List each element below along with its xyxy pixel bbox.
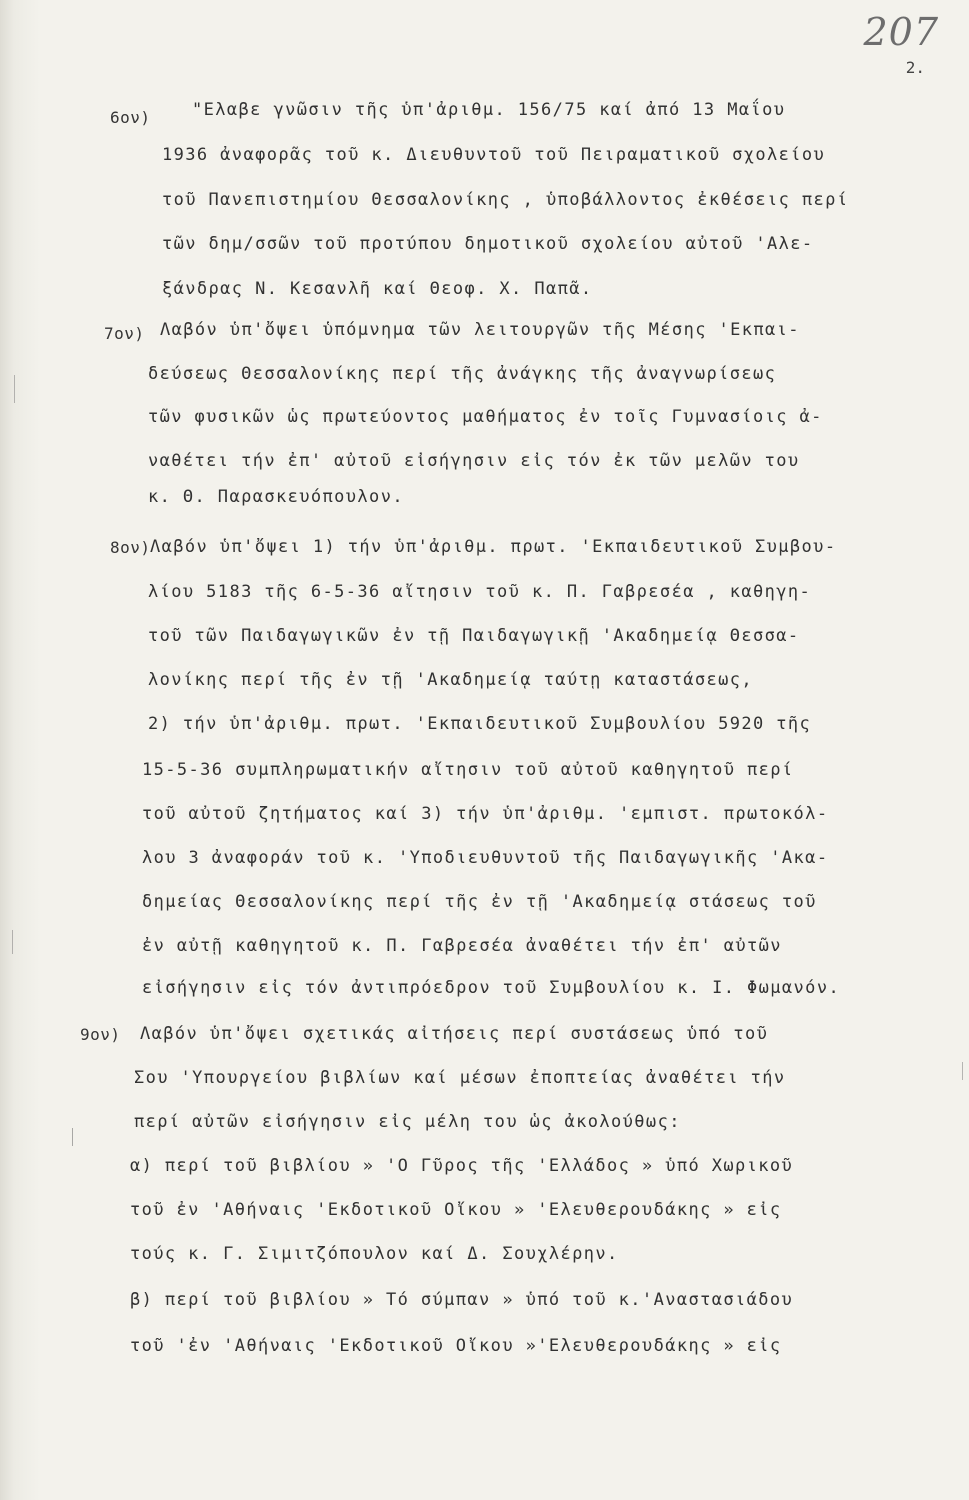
item-8-line: Λαβόν ὑπ'ὄψει 1) τήν ὑπ'ἀριθμ. πρωτ. 'Εκπαιδευτικοῦ Συμβου-	[150, 537, 837, 557]
item-9-line: β) περί τοῦ βιβλίου » Τό σύμπαν » ὑπό τοῦ κ.'Αναστασιάδου	[130, 1290, 794, 1310]
item-6-label: 6ον)	[110, 108, 151, 127]
item-6-line: ξάνδρας Ν. Κεσανλῆ καί Θεοφ. Χ. Παπᾶ.	[162, 279, 593, 299]
item-7-line: δεύσεως Θεσσαλονίκης περί τῆς ἀνάγκης τῆς ἀναγνωρίσεως	[148, 364, 777, 384]
item-8-line: δημείας Θεσσαλονίκης περί τῆς ἐν τῇ 'Ακαδημείᾳ στάσεως τοῦ	[142, 892, 817, 912]
item-8-line: τοῦ τῶν Παιδαγωγικῶν ἐν τῇ Παιδαγωγικῇ 'Ακαδημείᾳ Θεσσα-	[148, 626, 800, 646]
item-7-line: τῶν φυσικῶν ὡς πρωτεύοντος μαθήματος ἐν τοῖς Γυμνασίοις ἀ-	[148, 407, 823, 427]
item-8-line: λονίκης περί τῆς ἐν τῇ 'Ακαδημείᾳ ταύτῃ καταστάσεως,	[148, 670, 754, 690]
item-8-line: λου 3 ἀναφοράν τοῦ κ. 'Υποδιευθυντοῦ τῆς Παιδαγωγικῆς 'Ακα-	[142, 848, 829, 868]
item-9-line: τοῦ 'ἐν 'Αθήναις 'Εκδοτικοῦ Οἴκου »'Ελευθερουδάκης » εἰς	[130, 1336, 782, 1356]
item-8-line: τοῦ αὐτοῦ ζητήματος καί 3) τήν ὑπ'ἀριθμ. 'εμπιστ. πρωτοκόλ-	[142, 804, 829, 824]
item-7-label: 7ον)	[104, 324, 145, 343]
item-9-label: 9ον)	[80, 1025, 121, 1044]
item-8-line: ἐν αὐτῇ καθηγητοῦ κ. Π. Γαβρεσέα ἀναθέτει τήν ἐπ' αὐτῶν	[142, 936, 782, 956]
margin-mark	[72, 1128, 73, 1146]
item-9-line: α) περί τοῦ βιβλίου » 'Ο Γῦρος τῆς 'Ελλάδος » ὑπό Χωρικοῦ	[130, 1156, 794, 1176]
page-number: 2.	[905, 58, 925, 77]
item-8-line: εἰσήγησιν εἰς τόν ἀντιπρόεδρον τοῦ Συμβουλίου κ. Ι. Φωμανόν.	[142, 978, 841, 998]
item-9-line: τούς κ. Γ. Σιμιτζόπουλον καί Δ. Σουχλέρην.	[130, 1244, 619, 1264]
item-6-line: τῶν δημ/σσῶν τοῦ προτύπου δημοτικοῦ σχολείου αὐτοῦ 'Αλε-	[162, 234, 814, 254]
item-7-line: Λαβόν ὑπ'ὄψει ὑπόμνημα τῶν λειτουργῶν τῆς Μέσης 'Εκπαι-	[160, 320, 800, 340]
item-6-line: τοῦ Πανεπιστημίου Θεσσαλονίκης , ὑποβάλλοντος ἐκθέσεις περί	[162, 190, 849, 210]
margin-mark	[12, 930, 13, 954]
item-8-line: λίου 5183 τῆς 6-5-36 αἴτησιν τοῦ κ. Π. Γαβρεσέα , καθηγη-	[148, 582, 812, 602]
item-9-line: Λαβόν ὑπ'ὄψει σχετικάς αἰτήσεις περί συστάσεως ὑπό τοῦ	[140, 1024, 769, 1044]
folio-number: 207	[863, 10, 939, 54]
margin-mark	[14, 375, 15, 403]
item-8-line: 2) τήν ὑπ'ἀριθμ. πρωτ. 'Εκπαιδευτικοῦ Συμβουλίου 5920 τῆς	[148, 714, 812, 734]
item-6-line: "Ελαβε γνῶσιν τῆς ὑπ'ἀριθμ. 156/75 καί ἀπό 13 Μαΐου	[192, 100, 786, 120]
item-9-line: τοῦ ἐν 'Αθήναις 'Εκδοτικοῦ Οἴκου » 'Ελευθερουδάκης » εἰς	[130, 1200, 782, 1220]
item-9-line: Σου 'Υπουργείου βιβλίων καί μέσων ἐποπτείας ἀναθέτει τήν	[134, 1068, 786, 1088]
item-8-line: 15-5-36 συμπληρωματικήν αἴτησιν τοῦ αὐτοῦ καθηγητοῦ περί	[142, 760, 794, 780]
margin-mark	[962, 1062, 963, 1080]
item-8-label: 8ον)	[110, 538, 151, 557]
item-9-line: περί αὐτῶν εἰσήγησιν εἰς μέλη του ὡς ἀκολούθως:	[134, 1112, 681, 1132]
item-6-line: 1936 ἀναφορᾶς τοῦ κ. Διευθυντοῦ τοῦ Πειραματικοῦ σχολείου	[162, 145, 826, 165]
item-7-line: ναθέτει τήν ἐπ' αὐτοῦ εἰσήγησιν εἰς τόν ἐκ τῶν μελῶν του	[148, 451, 800, 471]
item-7-line: κ. Θ. Παρασκευόπουλον.	[148, 487, 404, 507]
